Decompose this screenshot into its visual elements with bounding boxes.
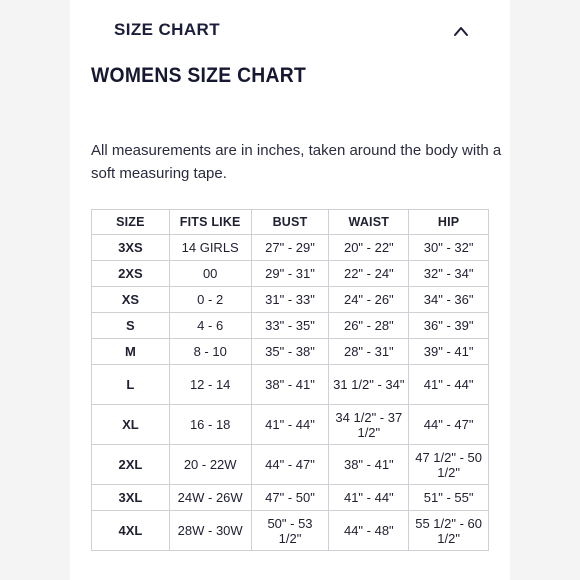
- size-cell: XL: [92, 405, 170, 445]
- header-bust: BUST: [251, 210, 329, 235]
- bust-cell: 31" - 33": [251, 287, 329, 313]
- table-row: [92, 235, 489, 261]
- size-cell: XS: [92, 287, 170, 313]
- fits-like-cell: 14 GIRLS: [169, 235, 251, 261]
- bust-cell: 27" - 29": [251, 235, 329, 261]
- hip-cell: 41" - 44": [409, 365, 489, 405]
- hip-cell: 47 1/2" - 50 1/2": [409, 445, 489, 485]
- table-header-row: [92, 210, 489, 235]
- waist-cell: 20" - 22": [329, 235, 409, 261]
- bust-cell: 41" - 44": [251, 405, 329, 445]
- size-cell: 3XS: [92, 235, 170, 261]
- hip-cell: 32" - 34": [409, 261, 489, 287]
- header-fits-like: FITS LIKE: [169, 210, 251, 235]
- bust-cell: 35" - 38": [251, 339, 329, 365]
- waist-cell: 26" - 28": [329, 313, 409, 339]
- table-row: [92, 339, 489, 365]
- fits-like-cell: 0 - 2: [169, 287, 251, 313]
- hip-cell: 36" - 39": [409, 313, 489, 339]
- hip-cell: 44" - 47": [409, 405, 489, 445]
- table-row: [92, 485, 489, 511]
- measurement-note: All measurements are in inches, taken around the body with a soft measuring tape.: [91, 142, 502, 182]
- fits-like-cell: 8 - 10: [169, 339, 251, 365]
- waist-cell: 44" - 48": [329, 511, 409, 551]
- fits-like-cell: 24W - 26W: [169, 485, 251, 511]
- page-title: WOMENS SIZE CHART: [91, 64, 307, 87]
- bust-cell: 50" - 53 1/2": [251, 511, 329, 551]
- waist-cell: 31 1/2" - 34": [329, 365, 409, 405]
- table-row: [92, 287, 489, 313]
- header-waist: WAIST: [329, 210, 409, 235]
- fits-like-cell: 20 - 22W: [169, 445, 251, 485]
- bust-cell: 47" - 50": [251, 485, 329, 511]
- accordion-title[interactable]: SIZE CHART: [114, 20, 220, 39]
- waist-cell: 34 1/2" - 37 1/2": [329, 405, 409, 445]
- size-chart-panel: [70, 0, 510, 580]
- size-cell: 3XL: [92, 485, 170, 511]
- waist-cell: 41" - 44": [329, 485, 409, 511]
- table-row: [92, 313, 489, 339]
- fits-like-cell: 16 - 18: [169, 405, 251, 445]
- hip-cell: 55 1/2" - 60 1/2": [409, 511, 489, 551]
- bust-cell: 29" - 31": [251, 261, 329, 287]
- table-row: [92, 511, 489, 551]
- fits-like-cell: 00: [169, 261, 251, 287]
- table-row: [92, 405, 489, 445]
- table-row: [92, 445, 489, 485]
- fits-like-cell: 28W - 30W: [169, 511, 251, 551]
- size-cell: 4XL: [92, 511, 170, 551]
- size-cell: 2XS: [92, 261, 170, 287]
- fits-like-cell: 4 - 6: [169, 313, 251, 339]
- chevron-up-icon[interactable]: [453, 24, 469, 38]
- header-hip: HIP: [409, 210, 489, 235]
- size-cell: M: [92, 339, 170, 365]
- bust-cell: 38" - 41": [251, 365, 329, 405]
- waist-cell: 28" - 31": [329, 339, 409, 365]
- size-cell: L: [92, 365, 170, 405]
- table-row: [92, 365, 489, 405]
- hip-cell: 39" - 41": [409, 339, 489, 365]
- hip-cell: 30" - 32": [409, 235, 489, 261]
- bust-cell: 44" - 47": [251, 445, 329, 485]
- size-table: [91, 209, 489, 551]
- size-cell: 2XL: [92, 445, 170, 485]
- waist-cell: 22" - 24": [329, 261, 409, 287]
- fits-like-cell: 12 - 14: [169, 365, 251, 405]
- size-cell: S: [92, 313, 170, 339]
- waist-cell: 38" - 41": [329, 445, 409, 485]
- table-row: [92, 261, 489, 287]
- hip-cell: 34" - 36": [409, 287, 489, 313]
- waist-cell: 24" - 26": [329, 287, 409, 313]
- hip-cell: 51" - 55": [409, 485, 489, 511]
- bust-cell: 33" - 35": [251, 313, 329, 339]
- header-size: SIZE: [92, 210, 170, 235]
